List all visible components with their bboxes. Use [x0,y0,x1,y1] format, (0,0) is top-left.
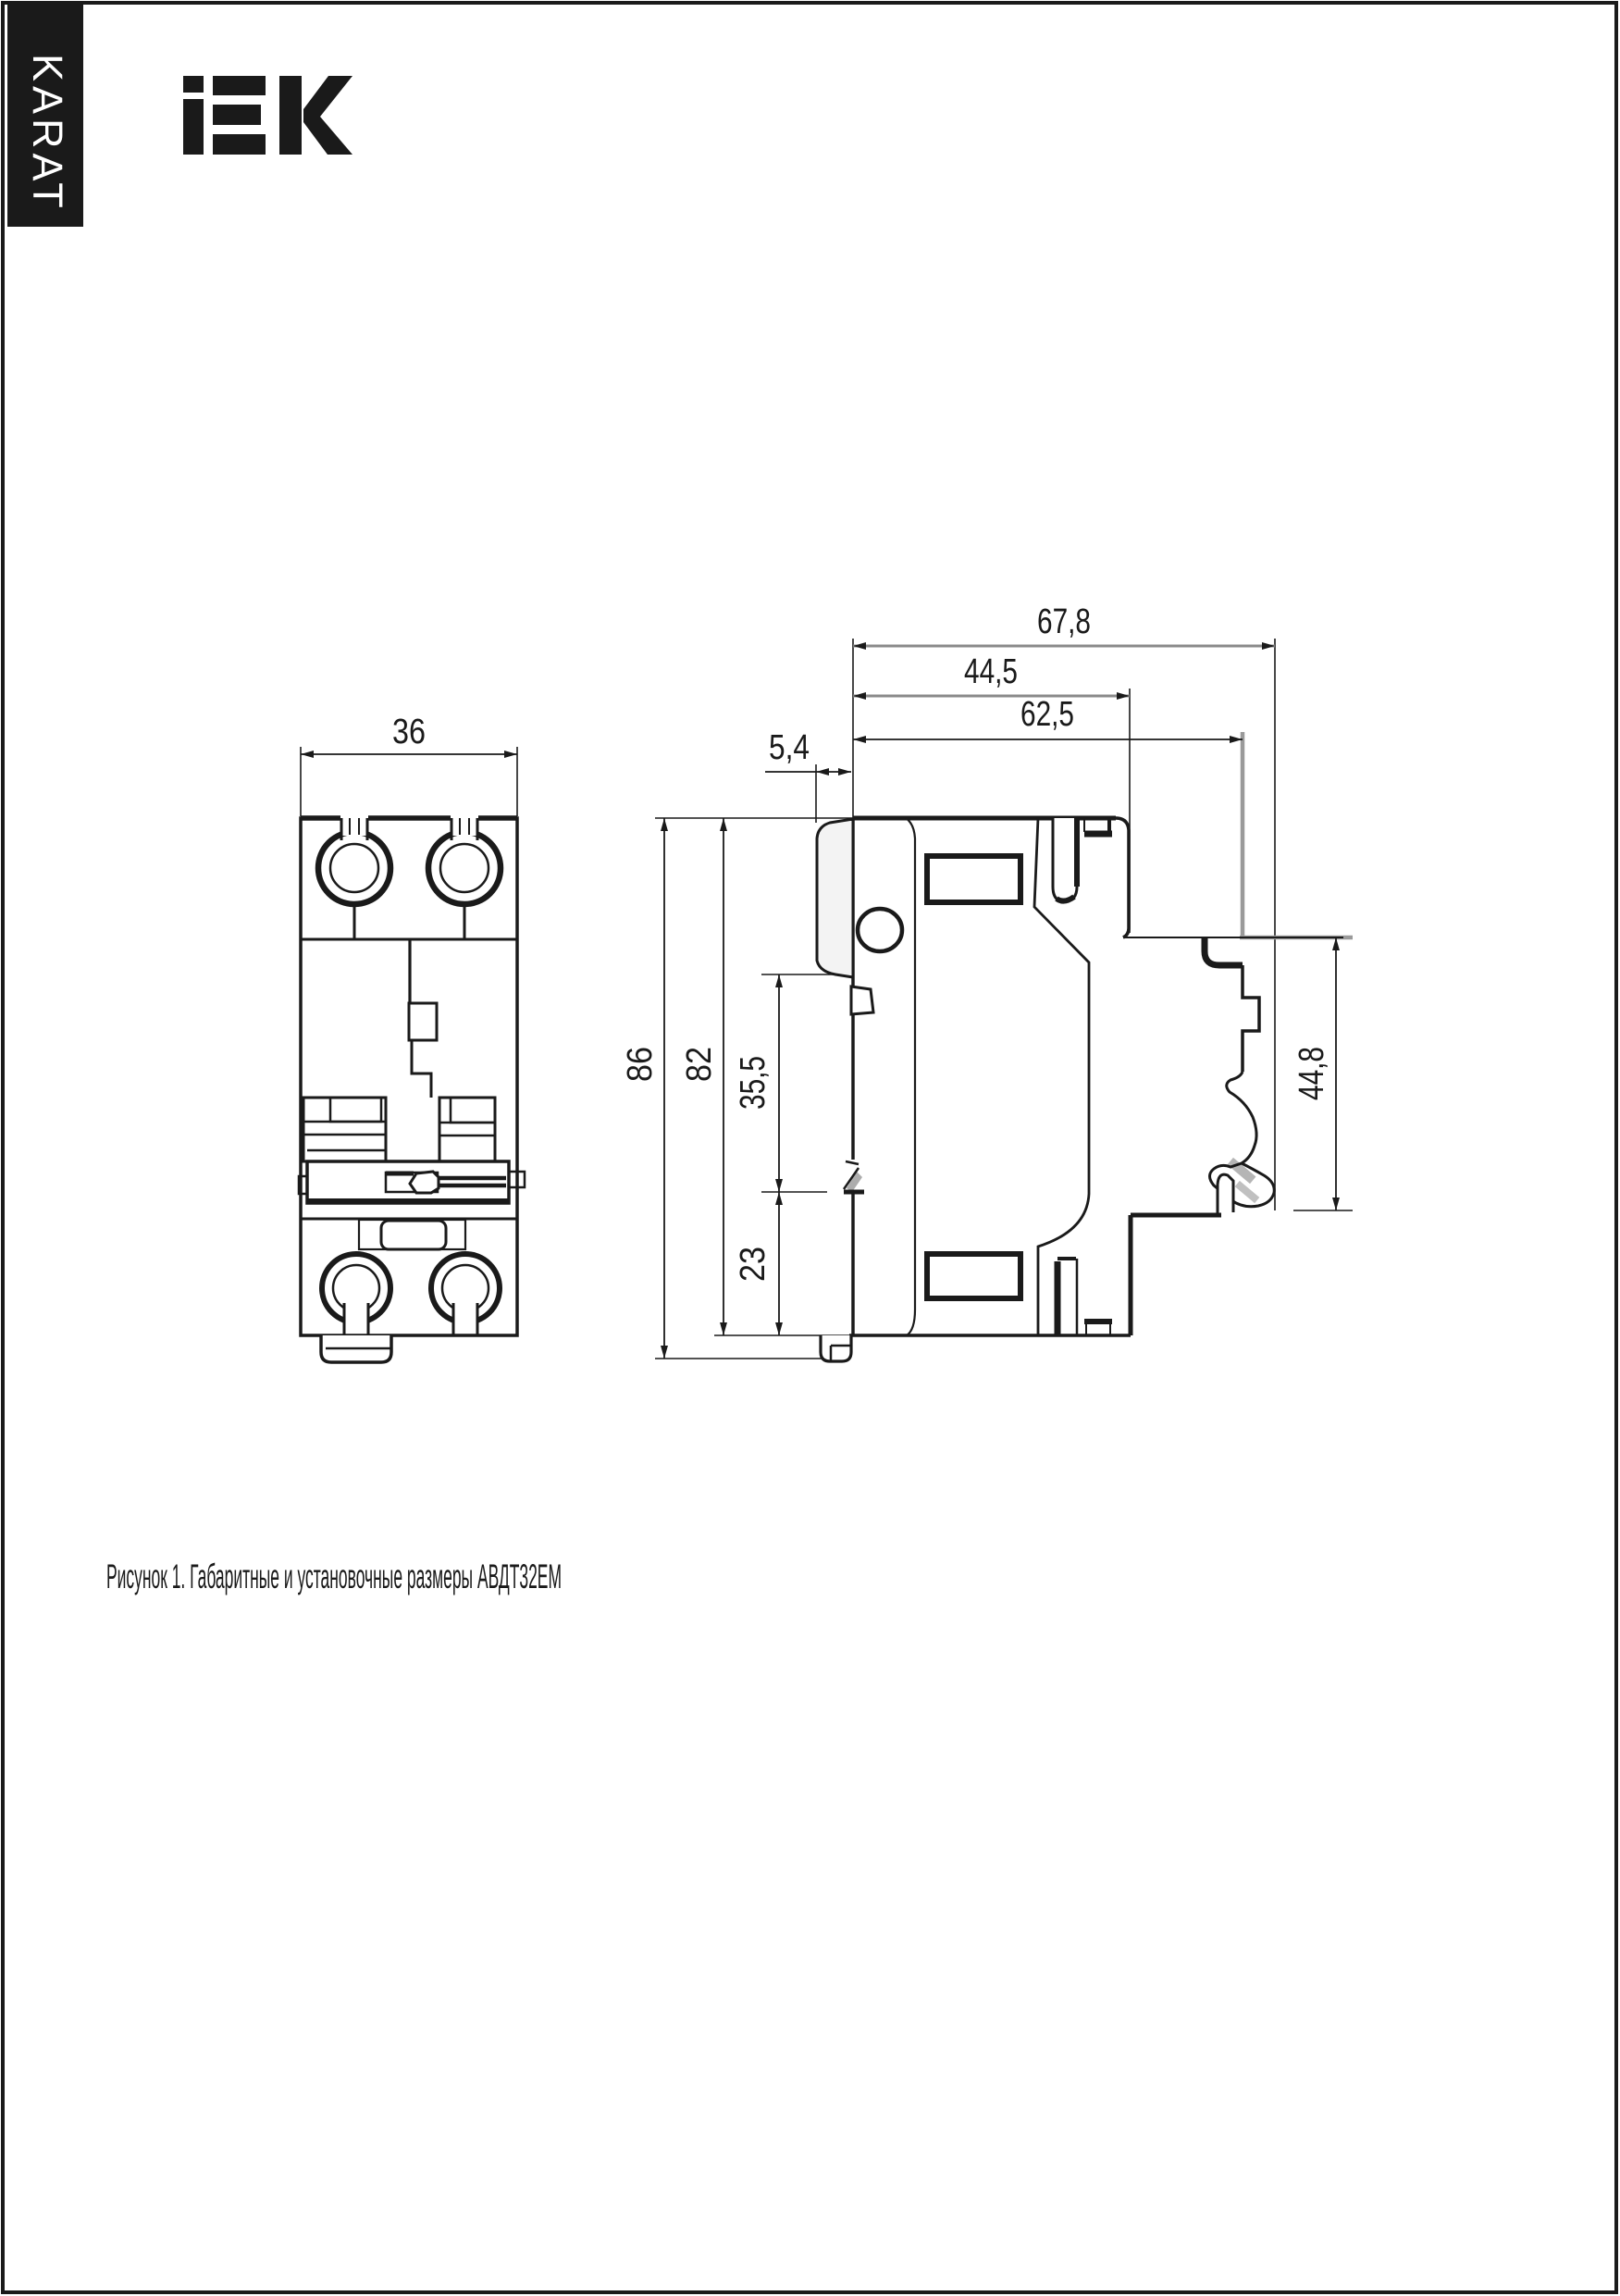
logo-i-stem [183,99,204,155]
dimension-label: 23 [734,1242,773,1282]
logo-e-bar [213,76,266,95]
dimension-label: 67,8 [1037,602,1091,641]
lower-rail-stop [1218,1174,1233,1215]
series-tab-label: KARAT [24,54,71,213]
upper-recess [927,856,1020,902]
dimension-label: 5,4 [769,728,810,767]
side-button [851,987,873,1014]
terminal-neck-gap [451,811,478,836]
logo-k-stem [279,76,302,155]
logo-e-bar [213,134,266,155]
logo-i-dot [183,76,204,93]
logo-e-bar [213,105,261,125]
test-button-window [409,1003,437,1040]
series-tab [7,5,83,227]
dimension-label: 36 [392,713,426,751]
upper-slot [1053,818,1077,901]
terminal-cover-wedge [817,819,853,977]
toggle-lever [410,1172,439,1193]
figure-caption: Рисунок 1. Габаритные и установочные размеры АВДТ32ЕМ [106,1558,562,1595]
dimension-label: 62,5 [1020,695,1074,734]
terminal-neck-gap [343,1303,369,1334]
label-window [381,1221,446,1249]
clip-pull-tab [821,1335,851,1361]
dimension-label: 82 [680,1042,719,1082]
terminal-neck-gap [452,1303,478,1334]
lower-recess [927,1254,1020,1298]
terminal-neck-gap [340,811,368,836]
page-frame [3,3,1616,2292]
dimension-label: 44,5 [964,652,1018,691]
toggle-assembly [299,1161,525,1203]
dimension-label: 44,8 [1292,1032,1331,1100]
clamp-stack [439,1098,495,1161]
clamp-outline [439,1098,495,1161]
clamp-outline [303,1098,386,1161]
din-groove [844,1160,864,1194]
dimension-label: 35,5 [734,1041,773,1110]
clamp-stack [303,1098,386,1161]
dimension-label: 86 [621,1042,660,1082]
